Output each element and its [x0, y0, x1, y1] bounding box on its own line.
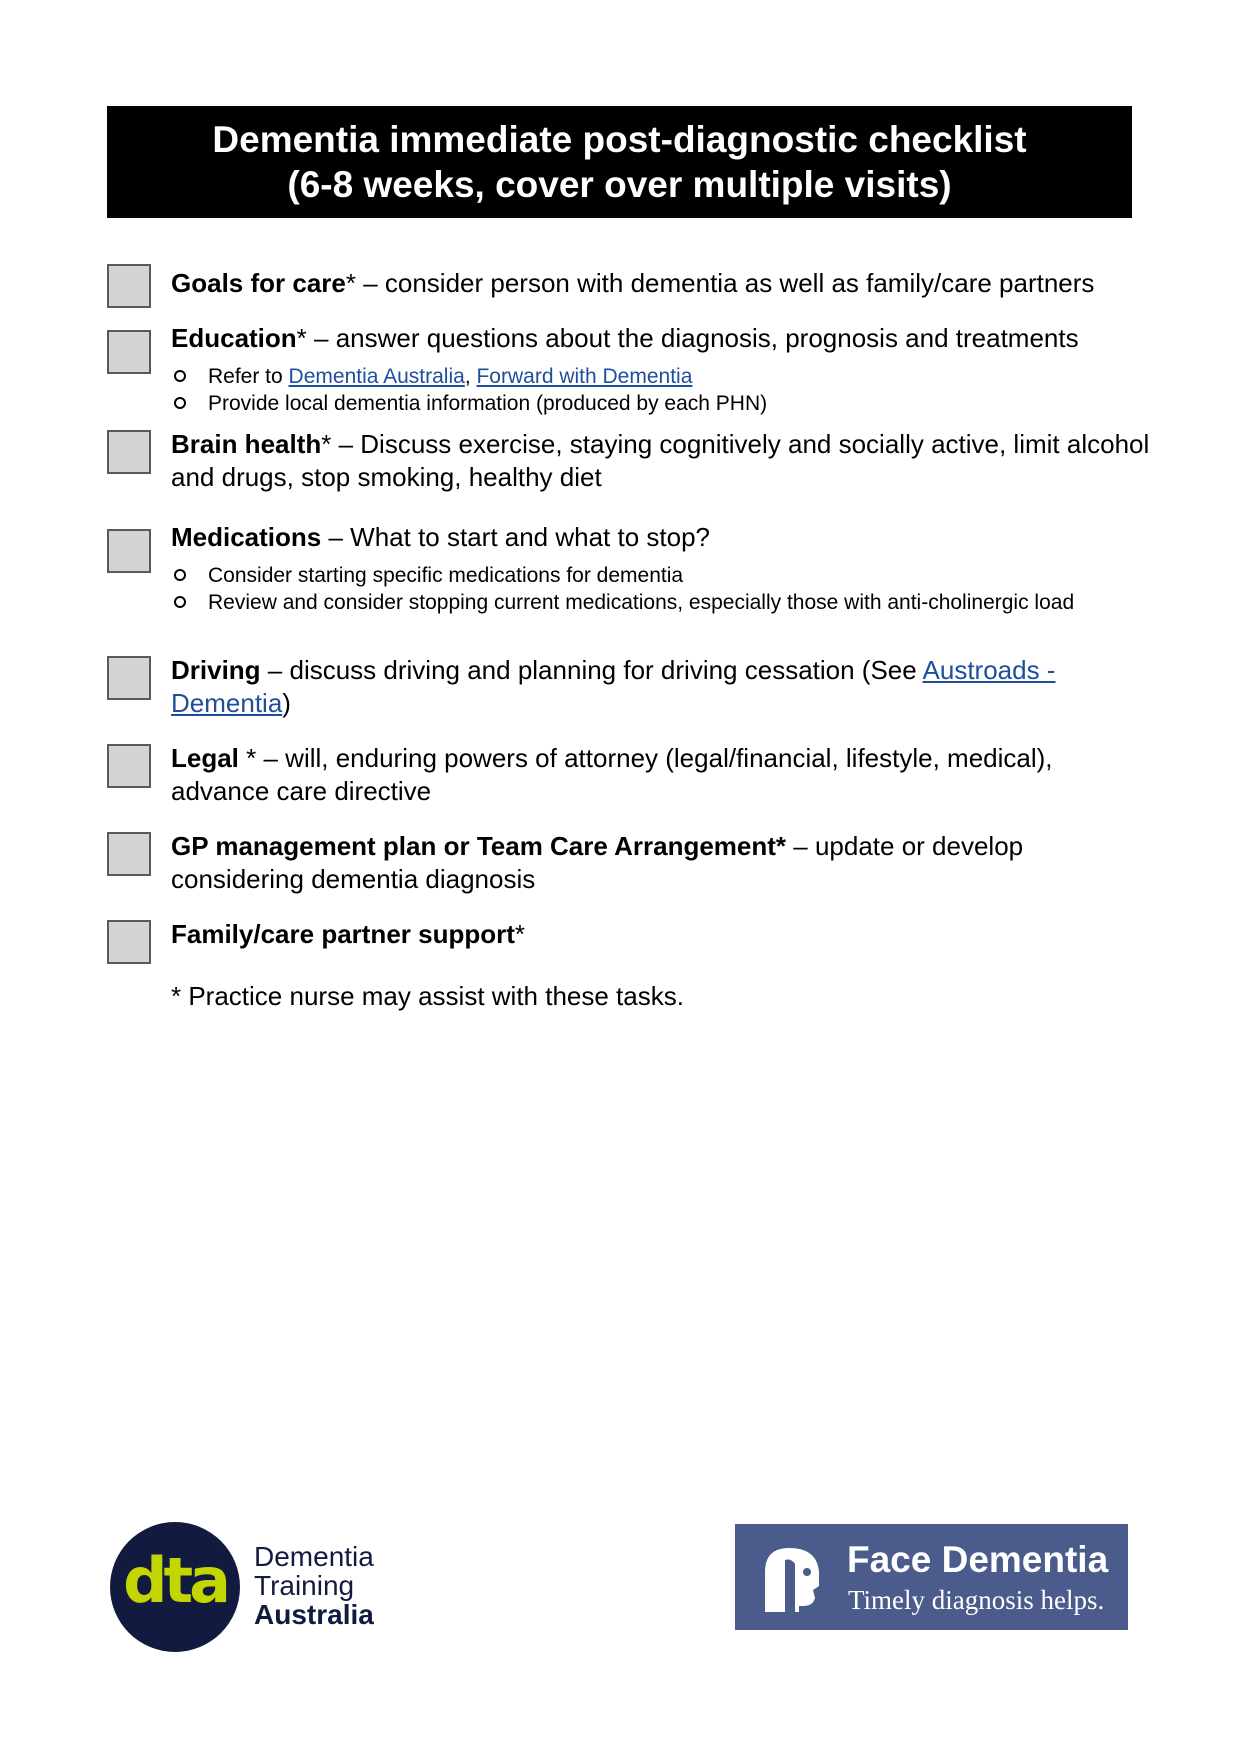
list-item: Review and consider stopping current medications, especially those with anti-cholinergic load — [171, 589, 1131, 616]
item-text-driving: Driving – discuss driving and planning for driving cessation (See Austroads - Dementia) — [171, 655, 1056, 718]
face-dementia-title: Face Dementia — [847, 1539, 1109, 1580]
education-sub-list — [171, 363, 1131, 417]
checkbox-brain-health[interactable] — [107, 430, 151, 474]
face-dementia-tagline: Timely diagnosis helps. — [848, 1585, 1105, 1615]
face-dementia-logo — [735, 1524, 1128, 1630]
dta-logo-text: Dementia Training Australia — [254, 1541, 374, 1630]
item-text-goals: Goals for care* – consider person with dementia as well as family/care partners — [171, 268, 1095, 298]
circle-bullet-icon — [174, 596, 186, 608]
dta-logo-letters: dta — [123, 1544, 227, 1617]
link-dementia-australia[interactable]: Dementia Australia — [288, 365, 465, 388]
item-text-legal: Legal * – will, enduring powers of attorney (legal/financial, lifestyle, medical), advance care directive — [171, 743, 1053, 806]
title-line-1: Dementia immediate post-diagnostic checklist — [212, 119, 1027, 160]
link-forward-with-dementia[interactable]: Forward with Dementia — [476, 365, 693, 388]
title-banner — [107, 106, 1132, 218]
title-line-2: (6-8 weeks, cover over multiple visits) — [287, 164, 952, 205]
item-text-family-support: Family/care partner support* — [171, 919, 526, 949]
list-item: Consider starting specific medications for dementia — [171, 562, 1131, 589]
list-item: Refer to Dementia Australia, Forward with Dementia — [171, 363, 1131, 390]
item-text-brain-health: Brain health* – Discuss exercise, staying cognitively and socially active, limit alcohol and drugs, stop smoking, healthy diet — [171, 429, 1150, 492]
link-austroads-dementia[interactable]: Austroads - Dementia — [171, 655, 1056, 718]
dta-logo — [108, 1520, 408, 1655]
checkbox-gp-plan[interactable] — [107, 832, 151, 876]
checkbox-goals[interactable] — [107, 264, 151, 308]
item-text-education: Education* – answer questions about the diagnosis, prognosis and treatments — [171, 323, 1079, 353]
item-text-gp-plan: GP management plan or Team Care Arrangement* – update or develop considering dementia diagnosis — [171, 831, 1024, 894]
circle-bullet-icon — [174, 569, 186, 581]
circle-bullet-icon — [174, 370, 186, 382]
checkbox-family-support[interactable] — [107, 920, 151, 964]
item-text-medications: Medications – What to start and what to stop? — [171, 522, 711, 552]
circle-bullet-icon — [174, 397, 186, 409]
checkbox-medications[interactable] — [107, 529, 151, 573]
medications-sub-list — [171, 562, 1131, 616]
checkbox-legal[interactable] — [107, 744, 151, 788]
checkbox-education[interactable] — [107, 330, 151, 374]
footnote: * Practice nurse may assist with these tasks. — [171, 981, 684, 1011]
checkbox-driving[interactable] — [107, 656, 151, 700]
face-profile-icon — [755, 1542, 827, 1614]
list-item: Provide local dementia information (produced by each PHN) — [171, 390, 1131, 417]
